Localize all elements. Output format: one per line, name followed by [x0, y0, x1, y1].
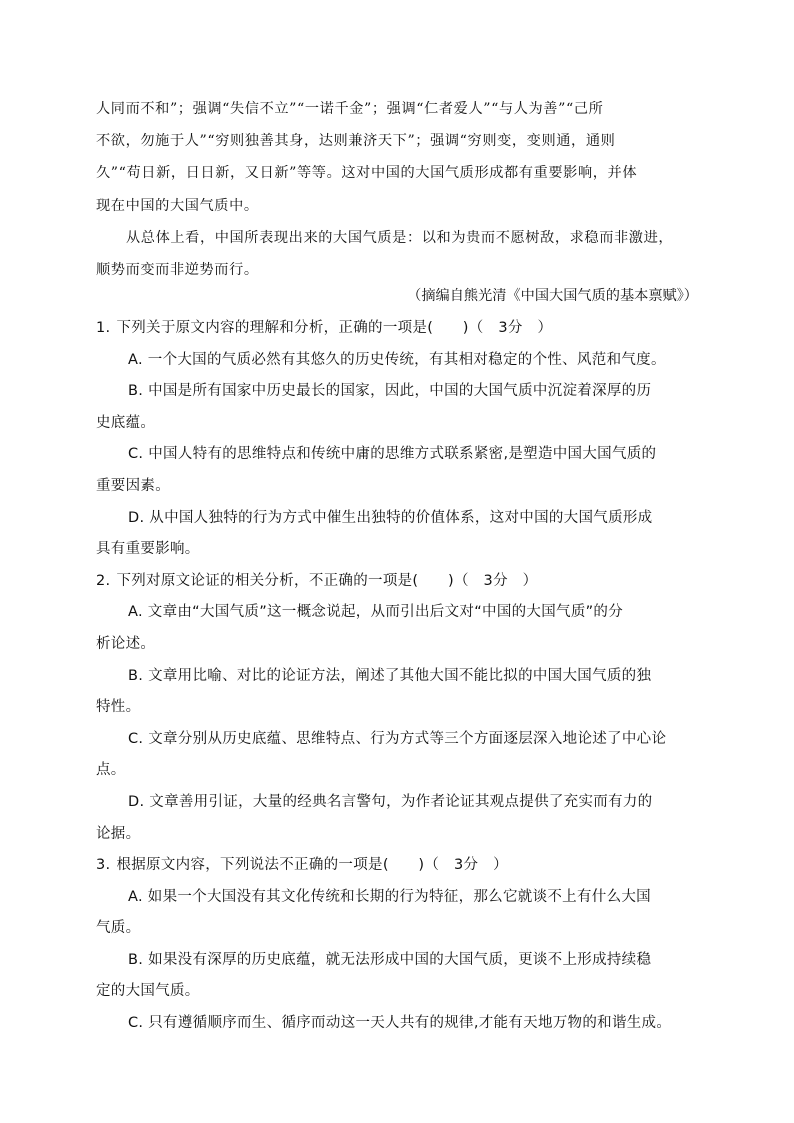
- question-text: 下列关于原文内容的理解和分析，正确的一项是( )（ 3分 ）: [116, 320, 553, 336]
- option-line: D. 从中国人独特的行为方式中催生出独特的价值体系，这对中国的大国气质形成: [128, 509, 653, 526]
- option-line: 特性。: [96, 699, 141, 716]
- option-line: C. 文章分别从历史底蕴、思维特点、行为方式等三个方面逐层深入地论述了中心论: [128, 730, 667, 747]
- passage: [96, 93, 702, 286]
- passage-line: 顺势而变而非逆势而行。: [96, 261, 259, 278]
- questions: [96, 313, 706, 1040]
- passage-line: 现在中国的大国气质中。: [96, 197, 259, 214]
- option-line: C. 中国人特有的思维特点和传统中庸的思维方式联系紧密,是塑造中国大国气质的: [128, 446, 657, 463]
- option-line: C. 只有遵循顺序而生、循序而动这一天人共有的规律,才能有天地万物的和谐生成。: [128, 1015, 672, 1032]
- option-line: A. 如果一个大国没有其文化传统和长期的行为特征，那么它就谈不上有什么大国: [128, 888, 651, 905]
- option-line: 气质。: [96, 920, 141, 937]
- option-line: 论据。: [96, 825, 141, 842]
- option-line: 具有重要影响。: [96, 541, 200, 558]
- passage-line: 久”“苟日新，日日新，又日新”等等。这对中国的大国气质形成都有重要影响，并体: [96, 165, 638, 182]
- passage-source: （摘编自熊光清《中国大国气质的基本禀赋》）: [407, 288, 698, 304]
- option-line: 定的大国气质。: [96, 983, 200, 1000]
- option-line: 析论述。: [96, 635, 156, 652]
- question-number: 3.: [96, 857, 111, 874]
- question-text: 下列对原文论证的相关分析，不正确的一项是( )（ 3分 ）: [116, 572, 538, 589]
- question-text: 根据原文内容，下列说法不正确的一项是( )（ 3分 ）: [116, 857, 508, 874]
- passage-line: 从总体上看，中国所表现出来的大国气质是：以和为贵而不愿树敌，求稳而非激进，: [126, 229, 674, 246]
- option-line: D. 文章善用引证，大量的经典名言警句，为作者论证其观点提供了充实而有力的: [128, 793, 653, 810]
- option-line: 重要因素。: [96, 477, 170, 494]
- question-stem: [96, 850, 706, 882]
- option-line: 史底蕴。: [96, 414, 156, 431]
- option-line: A. 文章由“大国气质”这一概念说起，从而引出后文对“中国的大国气质”的分: [128, 604, 624, 621]
- passage-line: 人同而不和”；强调“失信不立”“一诺千金”；强调“仁者爱人”“与人为善”“己所: [96, 101, 604, 117]
- question-stem: [96, 566, 706, 598]
- passage-line: 不欲，勿施于人”“穷则独善其身，达则兼济天下”；强调“穷则变，变则通，通则: [96, 133, 616, 150]
- option-line: B. 文章用比喻、对比的论证方法，阐述了其他大国不能比拟的中国大国气质的独: [128, 667, 652, 684]
- option-line: A. 一个大国的气质必然有其悠久的历史传统，有其相对稳定的个性、风范和气度。: [128, 351, 666, 368]
- option-line: B. 中国是所有国家中历史最长的国家，因此，中国的大国气质中沉淀着深厚的历: [128, 383, 652, 400]
- question-stem: [96, 313, 706, 345]
- option-line: B. 如果没有深厚的历史底蕴，就无法形成中国的大国气质，更谈不上形成持续稳: [128, 951, 652, 968]
- question-number: 2.: [96, 572, 111, 589]
- question-number: 1.: [96, 320, 111, 336]
- option-line: 点。: [96, 762, 126, 779]
